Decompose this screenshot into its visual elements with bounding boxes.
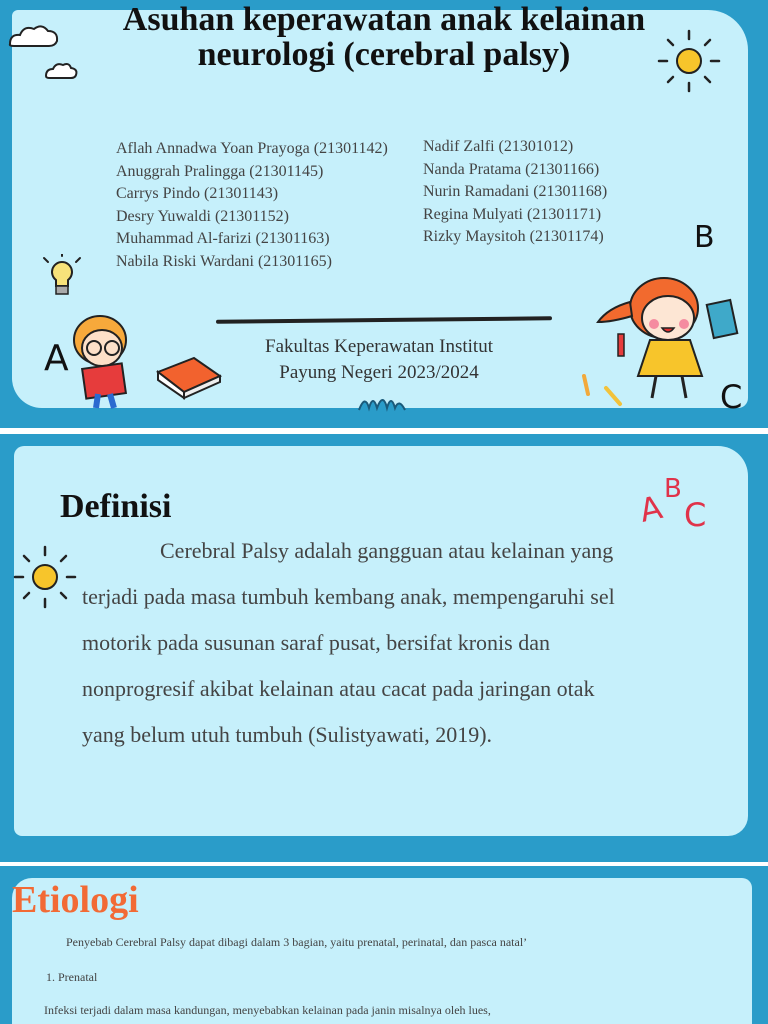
grass-icon <box>355 392 411 412</box>
member-name: Aflah Annadwa Yoan Prayoga (21301142) <box>116 140 388 157</box>
member-list-right <box>423 136 607 249</box>
lightbulb-icon <box>42 254 82 304</box>
member-name: Regina Mulyati (21301171) <box>423 205 602 223</box>
member-name: Anuggrah Pralingga (21301145) <box>116 162 324 180</box>
pencils-icon <box>578 370 628 410</box>
book-icon <box>154 354 224 400</box>
member-name: Nurin Ramadani (21301168) <box>423 183 608 200</box>
cloud-icon <box>2 20 84 88</box>
member-name: Nanda Pratama (21301166) <box>423 160 600 178</box>
etiology-item: 1. Prenatal <box>46 970 98 984</box>
letter-c: C <box>720 378 743 416</box>
letter-b: B <box>694 220 715 255</box>
abc-letter-b: B <box>664 474 682 504</box>
member-name: Carrys Pindo (21301143) <box>116 185 279 202</box>
definition-body: Cerebral Palsy adalah gangguan atau kelainan yang terjadi pada masa tumbuh kembang anak, mempengaruhi sel motorik pada susunan saraf pusat, bersifat kronis dan nonprogresif akibat kelainan atau cacat pada jaringan otak yang belum utuh tumbuh (Sulistyawati, 2019). <box>82 538 615 747</box>
faculty-line: Fakultas Keperawatan Institut <box>265 336 493 357</box>
member-name: Nabila Riski Wardani (21301165) <box>116 252 333 270</box>
etiology-paragraph: Infeksi terjadi dalam masa kandungan, menyebabkan kelainan pada janin misalnya oleh lues, <box>44 1003 491 1017</box>
etiology-intro: Penyebab Cerebral Palsy dapat dibagi dalam 3 bagian, yaitu prenatal, perinatal, dan pasca natal’ <box>66 935 528 949</box>
boy-reading-illustration <box>62 304 142 414</box>
etiology-heading: Etiologi <box>12 879 139 921</box>
member-name: Nadif Zalfi (21301012) <box>423 138 574 155</box>
sun-icon <box>12 544 78 610</box>
abc-letter-c: C <box>684 496 707 534</box>
member-list-left <box>116 138 388 273</box>
letter-a: A <box>44 338 69 379</box>
member-name: Desry Yuwaldi (21301152) <box>116 207 290 225</box>
presentation-title: Asuhan keperawatan anak kelainan neurologi (cerebral palsy) <box>122 1 646 73</box>
member-name: Muhammad Al-farizi (21301163) <box>116 230 330 247</box>
sun-icon <box>656 28 722 94</box>
faculty-line: Payung Negeri 2023/2024 <box>279 362 479 383</box>
member-name: Rizky Maysitoh (21301174) <box>423 228 604 245</box>
faculty-info <box>200 334 558 386</box>
abc-letter-a: A <box>636 488 666 530</box>
definition-heading: Definisi <box>60 488 172 525</box>
